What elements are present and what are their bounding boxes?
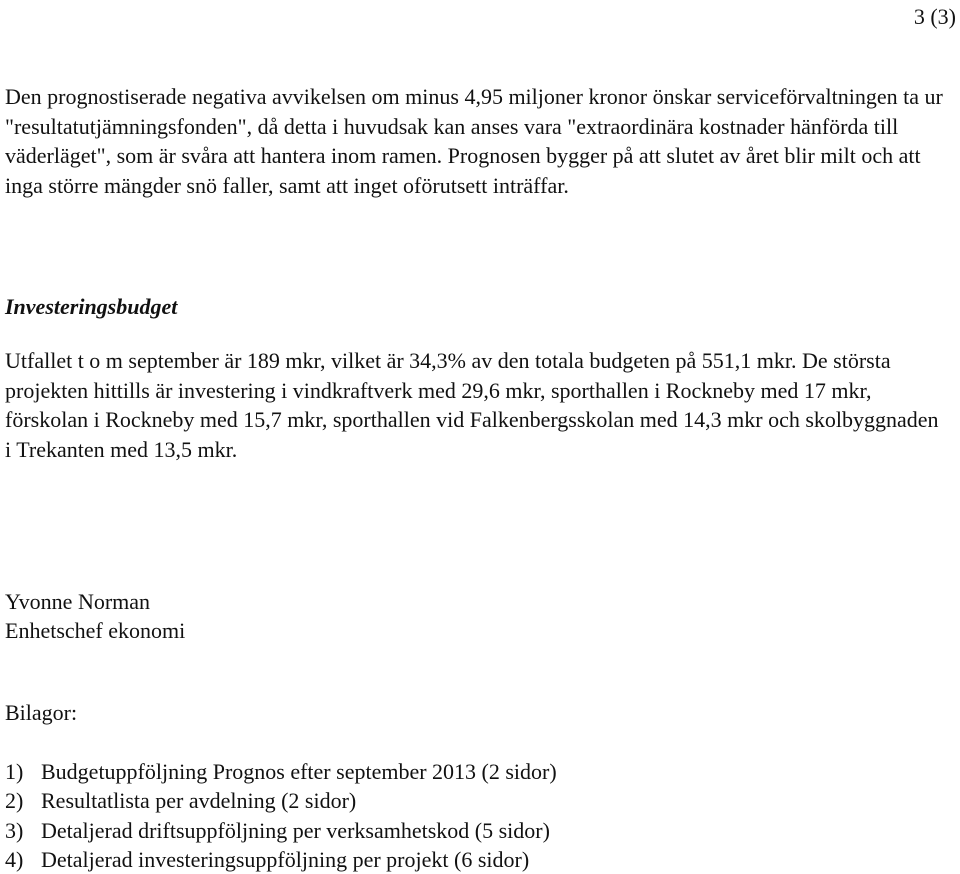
attachment-text: Budgetuppföljning Prognos efter september 2013 (2 sidor) [41,759,557,784]
attachments-list [5,757,557,874]
attachment-number: 4) [5,846,24,872]
attachment-item [5,757,557,786]
attachment-text: Resultatlista per avdelning (2 sidor) [41,788,357,814]
attachments-label: Bilagor: [5,700,78,725]
paragraph-forecast: Den prognostiserade negativa avvikelsen om minus 4,95 miljoner kronor önskar serviceförvaltningen ta ur "resultatutjämningsfonden", då detta i huvudsak kan anses vara "extraordinära kostnader hänförda till väderläget", som är svåra att hantera inom ramen. Prognosen bygger på att slutet av året blir milt och att inga större mängder snö faller, samt att inget oförutsett inträffar. [5,84,943,198]
page-number: 3 (3) [913,4,956,29]
heading-investeringsbudget: Investeringsbudget [5,294,178,319]
paragraph-investment: Utfallet t o m september är 189 mkr, vilket är 34,3% av den totala budgeten på 551,1 mkr. De största projekten hittills är investering i vindkraftverk med 29,6 mkr, sporthallen i Rockneby med 17 mkr, förskolan i Rockneby med 15,7 mkr, sporthallen vid Falkenbergsskolan med 14,3 mkr och skolbyggnaden i Trekanten med 13,5 mkr. [5,348,939,462]
attachment-text: Detaljerad investeringsuppföljning per projekt (6 sidor) [41,846,530,872]
attachment-text: Detaljerad driftsuppföljning per verksamhetskod (5 sidor) [41,817,550,843]
attachment-number: 1) [5,759,24,784]
attachment-number: 3) [5,817,24,843]
attachment-item [5,786,557,815]
attachment-item [5,816,557,845]
signature-title: Enhetschef ekonomi [5,618,186,643]
attachment-number: 2) [5,788,24,814]
signature-name: Yvonne Norman [5,589,151,614]
attachment-item [5,845,557,874]
